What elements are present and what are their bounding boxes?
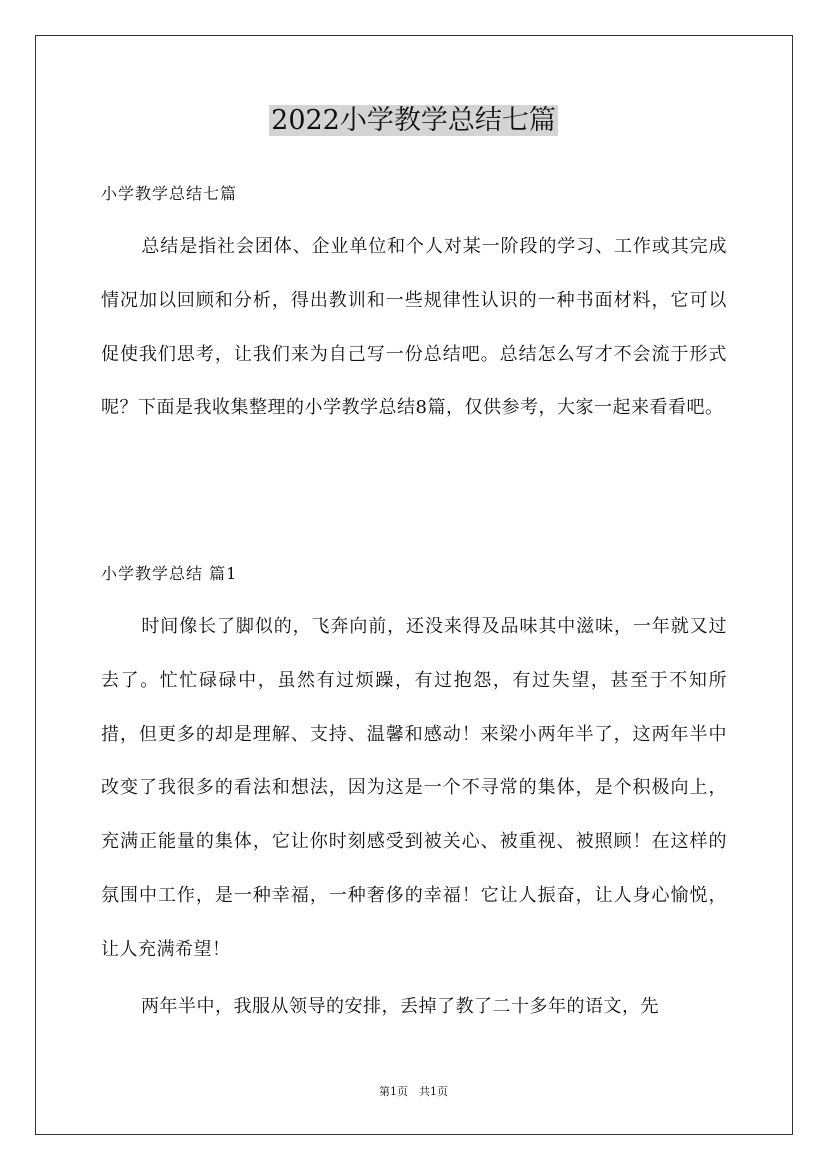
document-heading: 小学教学总结七篇	[101, 184, 238, 203]
page-footer: 第1页 共1页	[379, 1085, 448, 1098]
section1-paragraph-1	[101, 600, 727, 977]
intro-text: 总结是指社会团体、企业单位和个人对某一阶段的学习、工作或其完成情况加以回顾和分析，得出教训和一些规律性认识的一种书面材料，它可以促使我们思考，让我们来为自己写一份总结吧。总结怎么写才不会流于形式呢？下面是我收集整理的小学教学总结8篇，仅供参考，大家一起来看看吧。	[101, 236, 727, 419]
intro-paragraph	[101, 220, 727, 435]
section1-paragraph-2	[101, 980, 727, 1034]
document-title-text: 2022小学教学总结七篇	[271, 105, 556, 136]
document-title	[0, 103, 827, 139]
section1-paragraph-1-text: 时间像长了脚似的，飞奔向前，还没来得及品味其中滋味，一年就又过去了。忙忙碌碌中，虽然有过烦躁，有过抱怨，有过失望，甚至于不知所措，但更多的却是理解、支持、温馨和感动！来梁小两年半了，这两年半中改变了我很多的看法和想法，因为这是一个不寻常的集体，是个积极向上，充满正能量的集体，它让你时刻感受到被关心、被重视、被照顾！在这样的氛围中工作，是一种幸福，一种奢侈的幸福！它让人振奋，让人身心愉悦，让人充满希望！	[101, 616, 727, 960]
section1-paragraph-2-text: 两年半中，我服从领导的安排，丢掉了教了二十多年的语文，先	[141, 996, 659, 1017]
section-heading-1: 小学教学总结 篇1	[101, 564, 238, 583]
